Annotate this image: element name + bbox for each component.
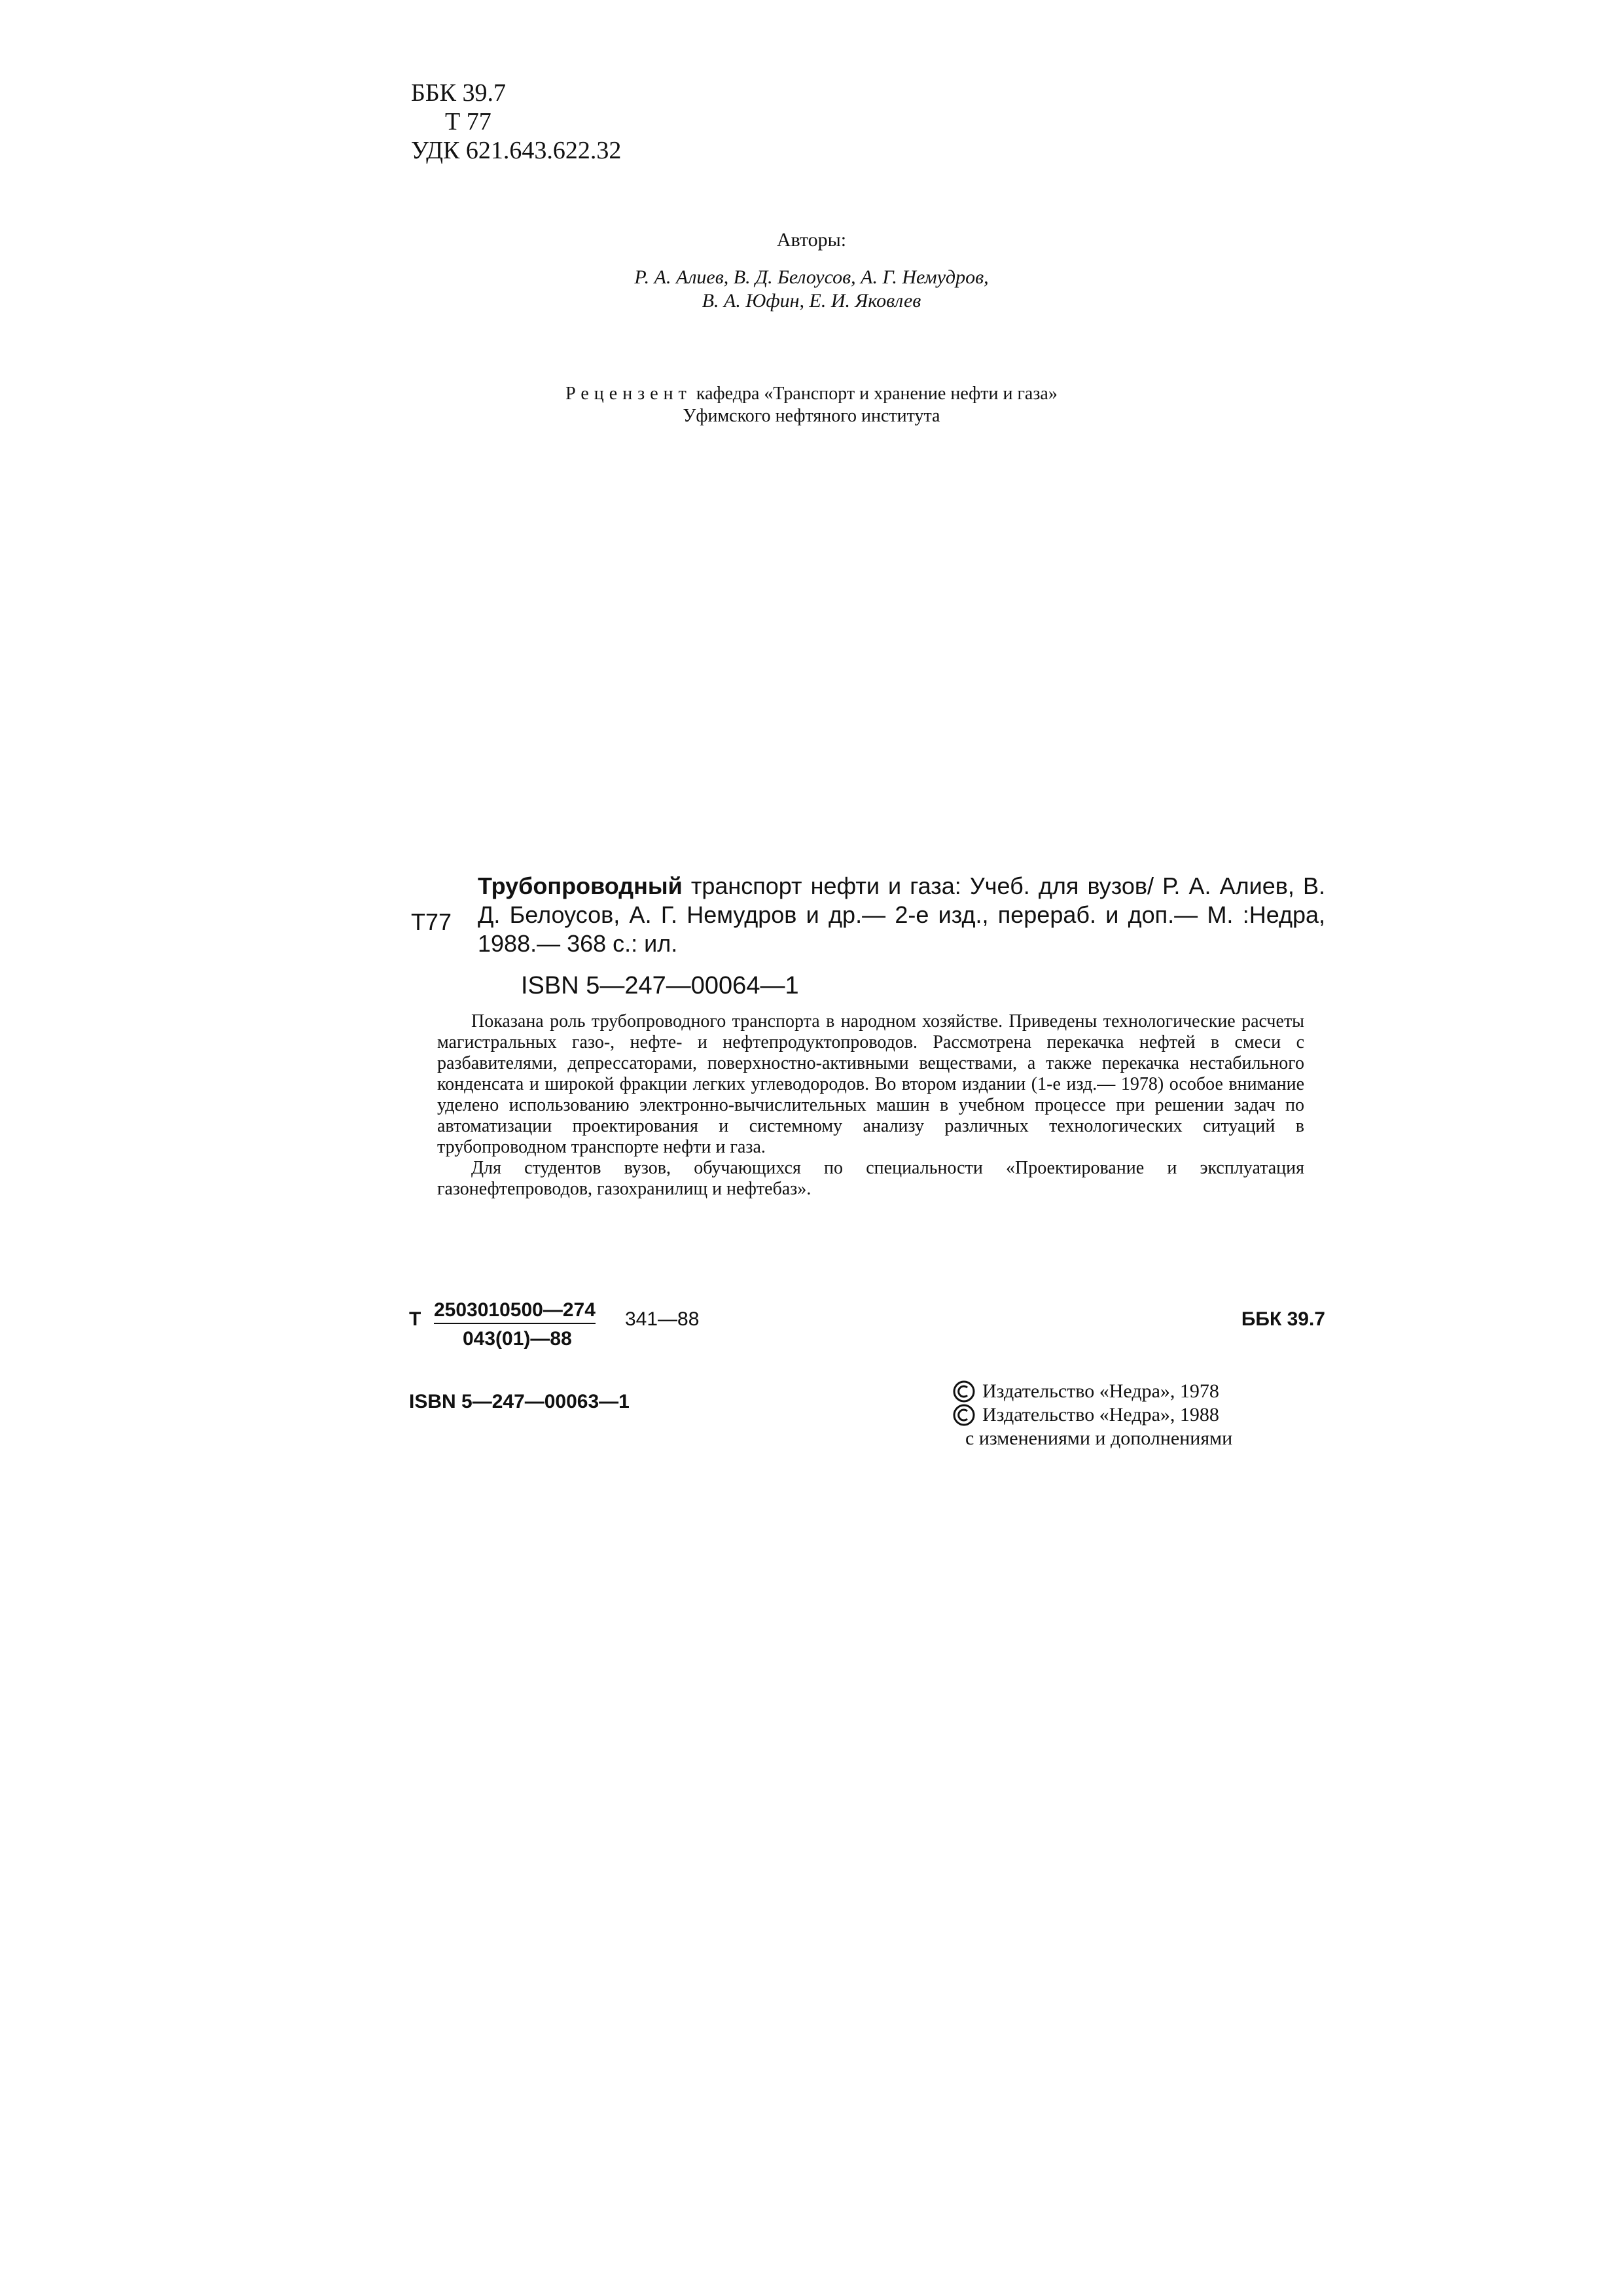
reviewer-line-1: кафедра «Транспорт и хранение нефти и газа» (696, 384, 1058, 404)
biblio-description (478, 872, 1325, 958)
catalog-index (409, 1299, 1325, 1358)
catalog-denominator: 043(01)—88 (463, 1328, 572, 1350)
copyright-line-2: Издательство «Недра», 1988 (982, 1404, 1219, 1426)
copyright-line-3: с изменениями и дополнениями (965, 1427, 1233, 1449)
isbn-footer: ISBN 5—247—00063—1 (409, 1391, 630, 1412)
catalog-middle: 341—88 (625, 1308, 700, 1330)
biblio-text: транспорт нефти и газа: Учеб. для вузов/ Р. А. Алиев, В. Д. Белоусов, А. Г. Немудров и др.— 2-е изд., перераб. и доп.— М. :Недра, 1988.— 368 с.: ил. (478, 872, 1325, 957)
abstract (437, 1011, 1304, 1200)
udk-code: УДК 621.643.622.32 (411, 137, 622, 164)
abstract-paragraph-1: Показана роль трубопроводного транспорта в народном хозяйстве. Приведены технологические расчеты магистральных газо-, нефте- и нефтепродуктопроводов. Рассмотрена перекачка нефтей в смеси с разбавителями, депрессаторами, поверхностно-активными веществами, а также перекачка нестабильного конденсата и широкой фракции легких углеводородов. Во втором издании (1-е изд.— 1978) особое внимание уделено использованию электронно-вычислительных машин в учебном процессе при решении задач по автоматизации проектирования и системному анализу различных технологических ситуаций в трубопроводном транспорте нефти и газа. (437, 1011, 1304, 1157)
copyright-block (952, 1380, 1319, 1450)
biblio-title-bold: Трубопроводный (478, 872, 683, 899)
catalog-letter: Т (409, 1308, 421, 1330)
authors-line-2: В. А. Юфин, Е. И. Яковлев (702, 290, 921, 312)
reviewer-block (0, 383, 1623, 427)
isbn-main: ISBN 5—247—00064—1 (521, 972, 799, 999)
reviewer-label: Рецензент (565, 384, 692, 404)
catalog-numerator: 2503010500—274 (434, 1299, 596, 1324)
copyright-line-1: Издательство «Недра», 1978 (982, 1380, 1219, 1402)
classification-codes (411, 79, 621, 165)
authors-list (0, 266, 1623, 313)
catalog-bbk: ББК 39.7 (1241, 1308, 1325, 1330)
bbk-code: ББК 39.7 (411, 79, 506, 107)
authors-line-1: Р. А. Алиев, В. Д. Белоусов, А. Г. Немудров, (634, 266, 989, 288)
abstract-paragraph-2: Для студентов вузов, обучающихся по специальности «Проектирование и эксплуатация газонефтепроводов, газохранилищ и нефтебаз». (437, 1158, 1304, 1199)
authors-label: Авторы: (776, 229, 847, 251)
copyright-icon (952, 1403, 976, 1427)
reviewer-line-2: Уфимского нефтяного института (683, 406, 940, 426)
biblio-code: Т77 (411, 908, 452, 935)
author-mark: Т 77 (445, 108, 491, 135)
copyright-icon (952, 1380, 976, 1403)
